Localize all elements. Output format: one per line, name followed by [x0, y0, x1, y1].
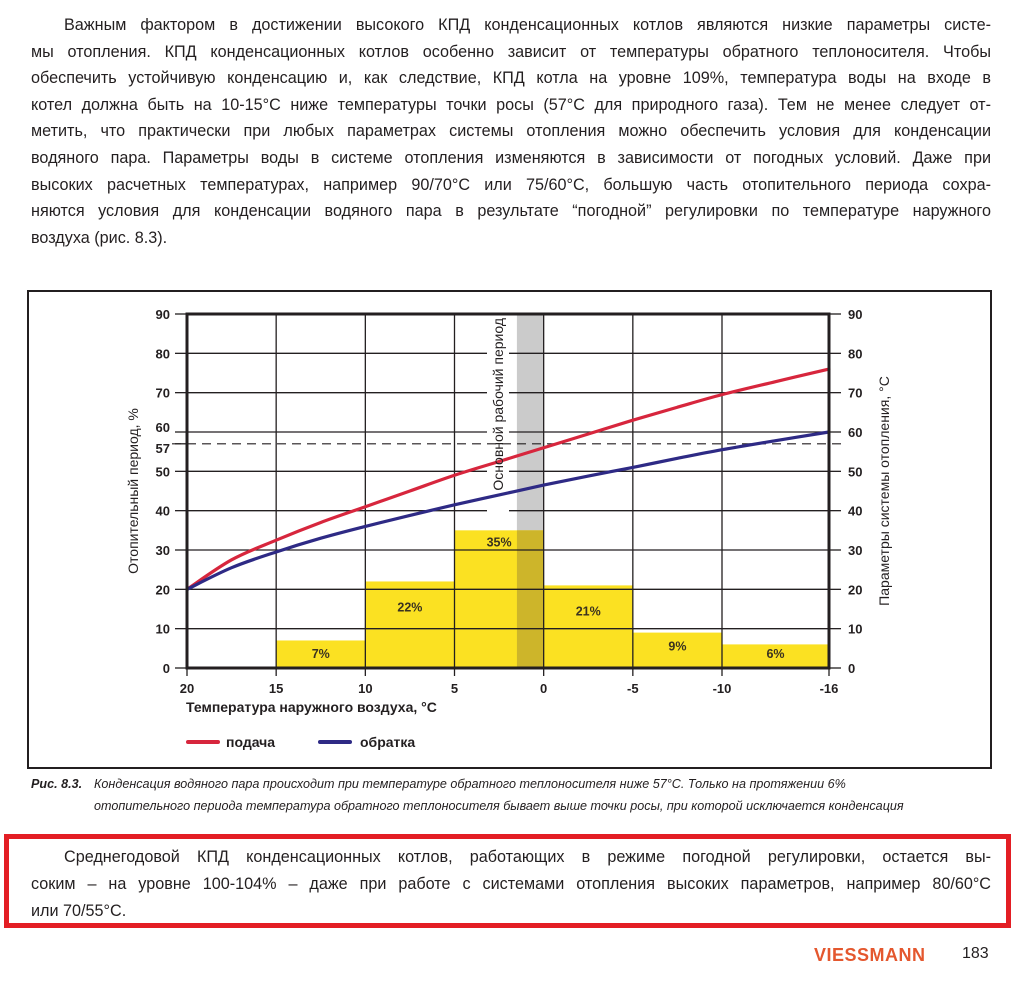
page-number: 183 — [962, 945, 989, 962]
paragraph-line: котел должна быть на 10-15°С ниже температуры точки росы (57°С для природного газа). Тем не менее следует от- — [31, 95, 991, 114]
paragraph-line: воздуха (рис. 8.3). — [31, 228, 168, 247]
legend — [188, 734, 415, 750]
paragraph-line: высоких расчетных температурах, например 90/70°С или 75/60°С, большую часть отопительного периода сохра- — [31, 175, 991, 194]
y-tick-label-left: 0 — [162, 661, 170, 676]
x-tick-label: 10 — [358, 681, 373, 696]
paragraph-line: обеспечить устойчивую конденсацию и, как следствие, КПД котла на уровне 109%, температура воды на входе в — [31, 69, 991, 88]
bar-label: 7% — [311, 647, 330, 661]
y-tick-label-left: 90 — [155, 307, 170, 322]
y-tick-label-right: 20 — [848, 582, 863, 598]
bar-label: 35% — [486, 535, 512, 550]
bar-label: 21% — [575, 604, 601, 619]
caption-line: отопительного периода температура обратного теплоносителя бывает выше точки росы, при которой исключается конденсация — [94, 798, 904, 813]
y-tick-label-right: 70 — [848, 385, 863, 401]
y-axis-label-left: Отопительный период, % — [125, 408, 141, 574]
y-tick-label-right: 90 — [848, 307, 863, 322]
band-label: Основной рабочий период — [490, 318, 506, 491]
paragraph-line: Важным фактором в достижении высокого КПД конденсационных котлов являются низкие параметры систе- — [64, 16, 991, 34]
y-tick-label-left: 60 — [155, 420, 170, 435]
x-tick-label: 0 — [540, 681, 548, 696]
legend-label-supply: подача — [226, 734, 276, 750]
x-tick-label: -16 — [819, 681, 839, 696]
paragraph-line: водяного пара. Параметры воды в системе отопления изменяются в зависимости от погодных условий. Даже при — [31, 148, 991, 167]
y-tick-label-right: 30 — [848, 543, 863, 558]
x-axis-label: Температура наружного воздуха, °C — [186, 699, 437, 715]
y-tick-label-right: 0 — [848, 661, 856, 676]
figure-caption — [31, 774, 996, 817]
x-tick-label: 5 — [450, 681, 459, 696]
y-tick-label-left: 10 — [155, 621, 170, 637]
paragraph-line: мы отопления. КПД конденсационных котлов особенно зависит от температуры обратного теплоносителя. Чтобы — [31, 42, 991, 61]
viessmann-logo: VIESSMANN — [814, 945, 926, 965]
y-tick-label-right: 10 — [848, 621, 863, 637]
bar-21% — [544, 585, 633, 668]
bar-label: 22% — [397, 600, 423, 615]
y-tick-label-left: 70 — [155, 385, 170, 401]
bar-label: 9% — [668, 639, 687, 654]
figure-number: Рис. 8.3. — [31, 777, 83, 791]
paragraph-line: Среднегодовой КПД конденсационных котлов, работающих в режиме погодной регулировки, остается вы- — [64, 848, 991, 866]
y-tick-label-left: 57 — [155, 440, 170, 456]
highlighted-paragraph — [31, 844, 991, 925]
bar-label: 6% — [766, 647, 785, 661]
paragraph-line: няются условия для конденсации водяного пара в результате “погодной” регулировки по температуре наружного — [31, 202, 991, 221]
y-axis-label-right: Параметры системы отопления, °C — [876, 376, 892, 606]
paragraph-line: метить, что практически при любых параметрах системы отопления можно обеспечить условия для конденсации — [31, 122, 991, 141]
paragraph-line: соким – на уровне 100-104% – даже при работе с системами отопления высоких параметров, например 80/60°С — [31, 875, 991, 893]
band-bar-overlap — [517, 530, 544, 668]
x-tick-label: -10 — [712, 681, 732, 696]
y-tick-label-left: 20 — [155, 582, 170, 598]
x-tick-label: -5 — [627, 681, 639, 696]
bar-22% — [365, 581, 454, 668]
paragraph-line: или 70/55°С. — [31, 902, 127, 920]
y-tick-label-left: 50 — [155, 464, 170, 480]
y-tick-label-right: 50 — [848, 464, 863, 480]
legend-label-return: обратка — [360, 734, 416, 750]
x-tick-label: 20 — [179, 681, 195, 696]
caption-line: Конденсация водяного пара происходит при температуре обратного теплоносителя ниже 57°С. Только на протяжении 6% — [94, 777, 846, 791]
y-tick-label-left: 80 — [155, 346, 170, 362]
y-tick-label-left: 30 — [155, 543, 170, 558]
x-tick-label: 15 — [268, 681, 284, 696]
y-tick-label-right: 80 — [848, 346, 863, 362]
y-tick-label-right: 40 — [848, 503, 863, 519]
y-tick-label-left: 40 — [155, 503, 170, 519]
y-tick-label-right: 60 — [848, 425, 863, 440]
